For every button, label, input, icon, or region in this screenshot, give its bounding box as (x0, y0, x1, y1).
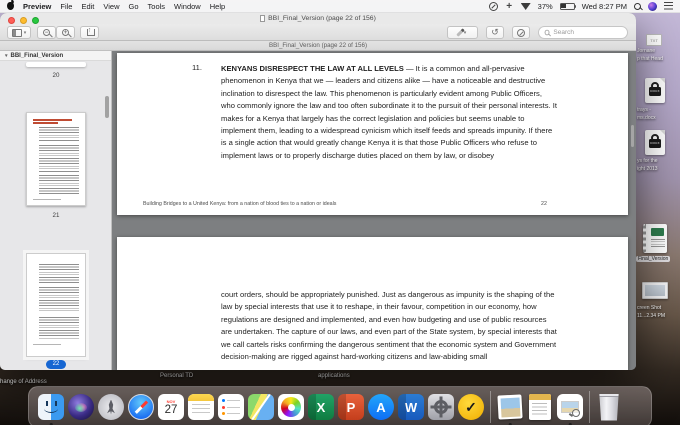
menu-window[interactable]: Window (174, 1, 201, 11)
dock-finder-icon[interactable] (37, 392, 65, 422)
pdf-page-22 (117, 53, 628, 215)
thumbnail-page20-partial[interactable] (26, 62, 86, 67)
sidebar-doc-name: BBI_Final_Version (10, 52, 64, 59)
locked-docx-file-icon[interactable]: DOCX (645, 78, 665, 103)
sidebar-view-button[interactable] (7, 26, 31, 39)
pen-status-icon[interactable] (489, 2, 498, 11)
markup-pen-button[interactable] (447, 26, 478, 39)
dock-separator (589, 391, 590, 423)
desktop-file-label-selected[interactable]: Final_Version (638, 256, 669, 262)
dock-norton-icon[interactable]: ✓ (457, 392, 485, 422)
search-field[interactable] (538, 26, 628, 39)
pdf-document-icon[interactable] (643, 224, 667, 253)
dock-powerpoint-icon[interactable]: P (337, 392, 365, 422)
locked-docx-file-icon[interactable]: DOCX (645, 130, 665, 155)
dock-calendar-icon[interactable]: NOV 27 (157, 392, 185, 422)
page-footer: Building Bridges to a United Kenya: from a nation of blood ties to a nation or ideals (143, 201, 337, 207)
tab-bar (0, 41, 636, 51)
menu-file[interactable]: File (60, 1, 73, 11)
siri-icon[interactable] (648, 2, 657, 11)
menu-edit[interactable]: Edit (81, 1, 95, 11)
page-number: 22 (541, 201, 547, 207)
thumbnail-sidebar (0, 51, 112, 370)
dock-preview-icon[interactable] (556, 392, 584, 422)
paragraph: court orders, should be appropriately punished. Just as dangerous as impunity is the shaping of the law by special interests that use it to reshape, in their favour, competition in our economy, how regulations are designed and implemented, and even how budgeting and use of public resources are undertaken. The capture of our laws, and even part of the State system, by special interests that we call cartels risks confirming the dangerous sentiment that the economic system and Government decision-making are rigged against hard-working citizens and law-abiding small (221, 290, 557, 362)
dock-separator (490, 391, 491, 423)
desktop-file-label: ight 2013 (637, 166, 658, 172)
thumb-label-22-selected-badge: 22 (46, 360, 66, 369)
desktop-file-label: trays - (637, 107, 651, 113)
battery-percent: 37% (537, 1, 553, 11)
magnifier-icon (572, 409, 580, 417)
dock-documents-stack-icon[interactable] (526, 392, 554, 422)
zoom-in-button[interactable] (56, 26, 75, 39)
document-proxy-icon[interactable] (260, 15, 265, 22)
paragraph (221, 63, 557, 162)
list-item-number: 11. (192, 63, 202, 72)
window-title-group (0, 15, 636, 22)
markup-toolbar-button[interactable] (512, 26, 530, 39)
dock-safari-icon[interactable] (127, 392, 155, 422)
menu-clock[interactable]: Wed 8:27 PM (581, 1, 627, 11)
dock-excel-icon[interactable]: X (307, 392, 335, 422)
plus-status-icon[interactable]: + (506, 0, 513, 12)
desktop-folder-label[interactable]: Personal TD (160, 373, 194, 379)
txt-file-icon[interactable]: TXT (646, 34, 662, 46)
thumb-label-21: 21 (52, 212, 60, 219)
rotate-button[interactable] (486, 26, 504, 39)
desktop-file-label: 11...2.34 PM (637, 313, 665, 319)
dock-notes-icon[interactable] (187, 392, 215, 422)
desktop-file-label[interactable]: hange of Address (0, 379, 47, 385)
dock-app-store-icon[interactable]: A (367, 392, 395, 422)
dock-launchpad-icon[interactable] (97, 392, 125, 422)
dock-image-file-icon[interactable] (496, 392, 524, 422)
window-title: BBI_Final_Version (page 22 of 156) (268, 15, 376, 22)
menu-view[interactable]: View (103, 1, 120, 11)
tab-document[interactable]: BBI_Final_Version (page 22 of 156) (268, 42, 368, 49)
menu-bar (0, 0, 680, 13)
menu-tools[interactable]: Tools (147, 1, 166, 11)
dock-system-preferences-icon[interactable] (427, 392, 455, 422)
preview-window (0, 13, 636, 370)
sidebar-icon (12, 29, 22, 37)
share-icon: ↑ (87, 27, 92, 34)
menu-go[interactable]: Go (128, 1, 139, 11)
dock-word-icon[interactable]: W (397, 392, 425, 422)
sidebar-section-header[interactable] (0, 51, 111, 61)
dock-photos-icon[interactable] (277, 392, 305, 422)
zoom-out-icon: − (44, 29, 49, 36)
paragraph-heading: KENYANS DISRESPECT THE LAW AT ALL LEVELS (221, 64, 406, 73)
pdf-page-23 (117, 237, 628, 370)
dock (28, 386, 652, 425)
paragraph-body: — It is a common and all-pervasive phenomenon in Kenya that we — leaders and citizens alike — have a noticeable and destructive inclination to disrespect the law. This phenomenon is particularly evident among Public Officers, who commonly ignore the law and too often subordinate it to the pursuit of their personal interests. It makes for a Kenya that largely has the correct legislation and policies but seems unable to implement them, leading to a widespread cynicism which itself feeds and spreads impunity. If there is a single action that would greatly change Kenya it is that those Public Officers who refuse to implement laws or to properly discharge duties placed on them by law, or disobey (221, 64, 558, 160)
sidebar-scrollbar[interactable] (105, 96, 109, 118)
search-input[interactable] (553, 29, 622, 36)
zoom-out-button[interactable] (37, 26, 56, 39)
thumbnail-page21[interactable] (26, 112, 86, 206)
spotlight-icon[interactable] (634, 3, 641, 10)
desktop-file-label: ys for the (637, 158, 658, 164)
chevron-down-icon: ▾ (23, 29, 27, 36)
desktop-file-label: p that Head (637, 56, 663, 62)
apple-menu-icon[interactable] (7, 2, 14, 10)
rotate-icon: ↺ (491, 27, 499, 37)
search-icon (545, 30, 550, 36)
desktop-file-label: ms.docx (637, 115, 656, 121)
screenshot-file-icon[interactable] (642, 282, 668, 299)
disclosure-triangle-icon[interactable]: ▾ (5, 52, 8, 59)
desktop-file-label: creen Shot (637, 305, 662, 311)
main-scrollbar[interactable] (631, 125, 634, 147)
desktop-folder-label[interactable]: applications (318, 373, 350, 379)
dock-trash-icon[interactable] (595, 392, 623, 422)
dock-maps-icon[interactable] (247, 392, 275, 422)
wifi-icon[interactable] (521, 2, 531, 10)
dock-reminders-icon[interactable] (217, 392, 245, 422)
zoom-in-icon: + (63, 29, 68, 36)
toolbar (0, 24, 636, 41)
notification-center-icon[interactable] (664, 2, 673, 10)
menu-app-preview[interactable]: Preview (23, 1, 52, 11)
thumbnail-page22-selected[interactable] (26, 253, 86, 357)
chevron-down-icon: ▾ (463, 29, 467, 36)
window-title-bar[interactable] (0, 13, 636, 24)
dock-siri-icon[interactable] (67, 392, 95, 422)
markup-pencil-icon (517, 29, 525, 37)
share-button[interactable] (80, 26, 99, 39)
menu-help[interactable]: Help (209, 1, 226, 11)
thumb-label-20: 20 (52, 72, 60, 79)
desktop-file-label: Jornane (637, 48, 656, 54)
battery-icon[interactable] (560, 3, 575, 10)
